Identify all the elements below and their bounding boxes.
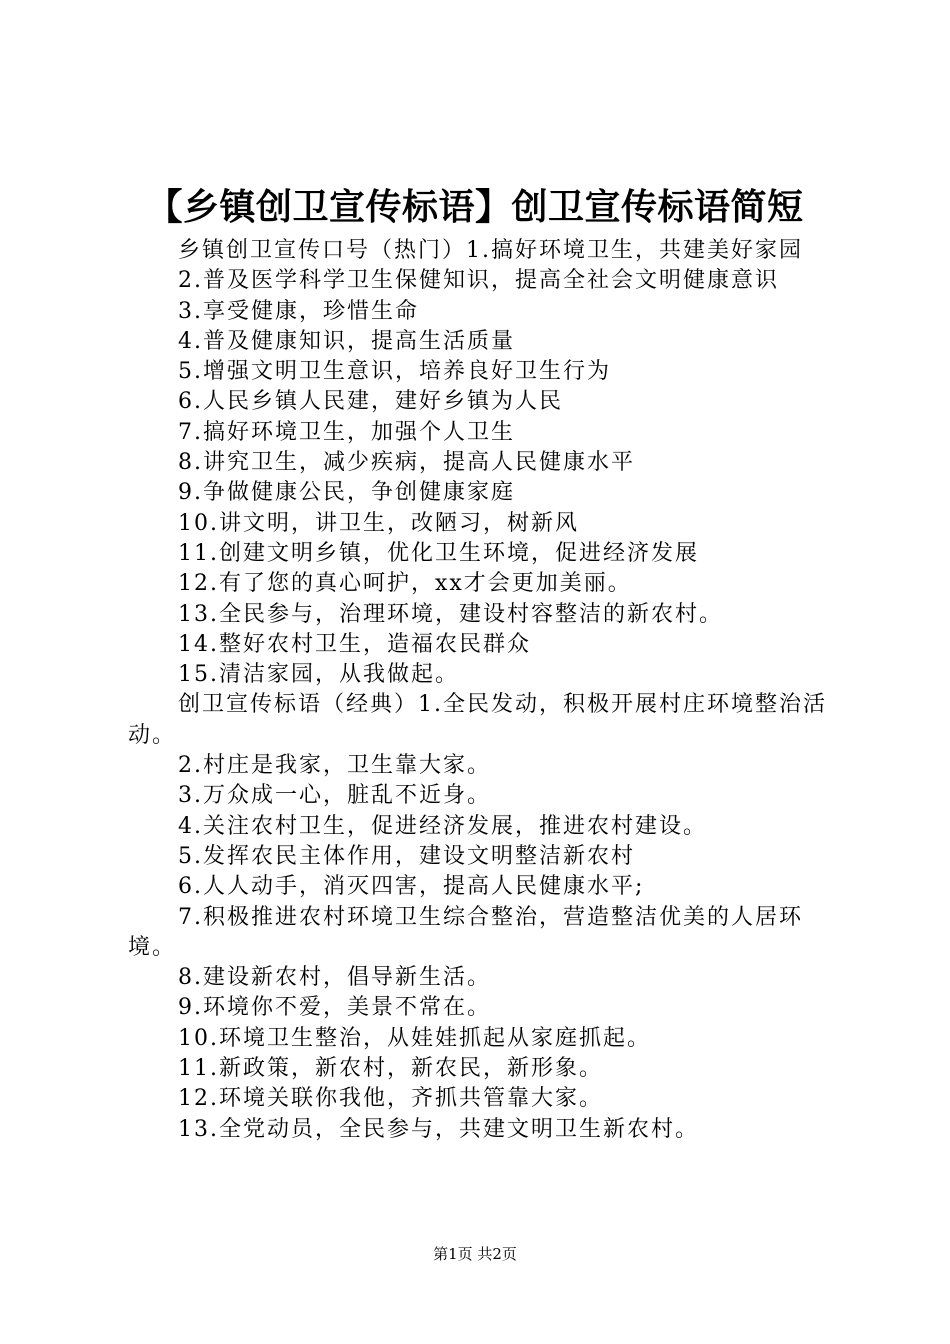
document-body xyxy=(128,236,828,1145)
paragraph: 8.建设新农村，倡导新生活。 xyxy=(178,965,491,991)
paragraph: 3.万众成一心，脏乱不近身。 xyxy=(178,783,491,809)
paragraph: 9.争做健康公民，争创健康家庭 xyxy=(178,480,515,506)
paragraph: 7.积极推进农村环境卫生综合整治，营造整洁优美的人居环境。 xyxy=(128,904,803,960)
paragraph: 2.村庄是我家，卫生靠大家。 xyxy=(178,753,491,779)
paragraph: 12.环境关联你我他，齐抓共管靠大家。 xyxy=(178,1086,603,1112)
paragraph: 乡镇创卫宣传口号（热门）1.搞好环境卫生，共建美好家园 xyxy=(178,238,803,263)
paragraph: 8.讲究卫生，减少疾病，提高人民健康水平 xyxy=(178,450,635,476)
paragraph: 7.搞好环境卫生，加强个人卫生 xyxy=(178,419,515,445)
paragraph: 2.普及医学科学卫生保健知识，提高全社会文明健康意识 xyxy=(178,268,779,294)
paragraph: 4.关注农村卫生，促进经济发展，推进农村建设。 xyxy=(178,813,707,839)
paragraph: 11.创建文明乡镇，优化卫生环境，促进经济发展 xyxy=(178,540,699,566)
paragraph: 创卫宣传标语（经典）1.全民发动，积极开展村庄环境整治活动。 xyxy=(128,692,827,748)
paragraph: 4.普及健康知识，提高生活质量 xyxy=(178,328,515,354)
paragraph: 15.清洁家园，从我做起。 xyxy=(178,662,459,688)
paragraph: 14.整好农村卫生，造福农民群众 xyxy=(178,631,531,657)
paragraph: 10.讲文明，讲卫生，改陋习，树新风 xyxy=(178,510,579,536)
paragraph: 5.发挥农民主体作用，建设文明整洁新农村 xyxy=(178,843,635,869)
paragraph: 13.全党动员，全民参与，共建文明卫生新农村。 xyxy=(178,1116,699,1142)
paragraph: 10.环境卫生整治，从娃娃抓起从家庭抓起。 xyxy=(178,1025,651,1051)
paragraph: 12.有了您的真心呵护，xx才会更加美丽。 xyxy=(178,571,632,597)
page-footer: 第1页 共2页 xyxy=(433,1245,517,1263)
paragraph: 11.新政策，新农村，新农民，新形象。 xyxy=(178,1056,603,1082)
paragraph: 6.人人动手，消灭四害，提高人民健康水平; xyxy=(178,874,645,900)
paragraph: 9.环境你不爱，美景不常在。 xyxy=(178,995,491,1021)
paragraph: 5.增强文明卫生意识，培养良好卫生行为 xyxy=(178,359,611,385)
paragraph: 6.人民乡镇人民建，建好乡镇为人民 xyxy=(178,389,563,415)
document-title: 【乡镇创卫宣传标语】创卫宣传标语简短 xyxy=(146,187,804,228)
paragraph: 13.全民参与，治理环境，建设村容整洁的新农村。 xyxy=(178,601,723,627)
paragraph: 3.享受健康，珍惜生命 xyxy=(178,298,419,324)
